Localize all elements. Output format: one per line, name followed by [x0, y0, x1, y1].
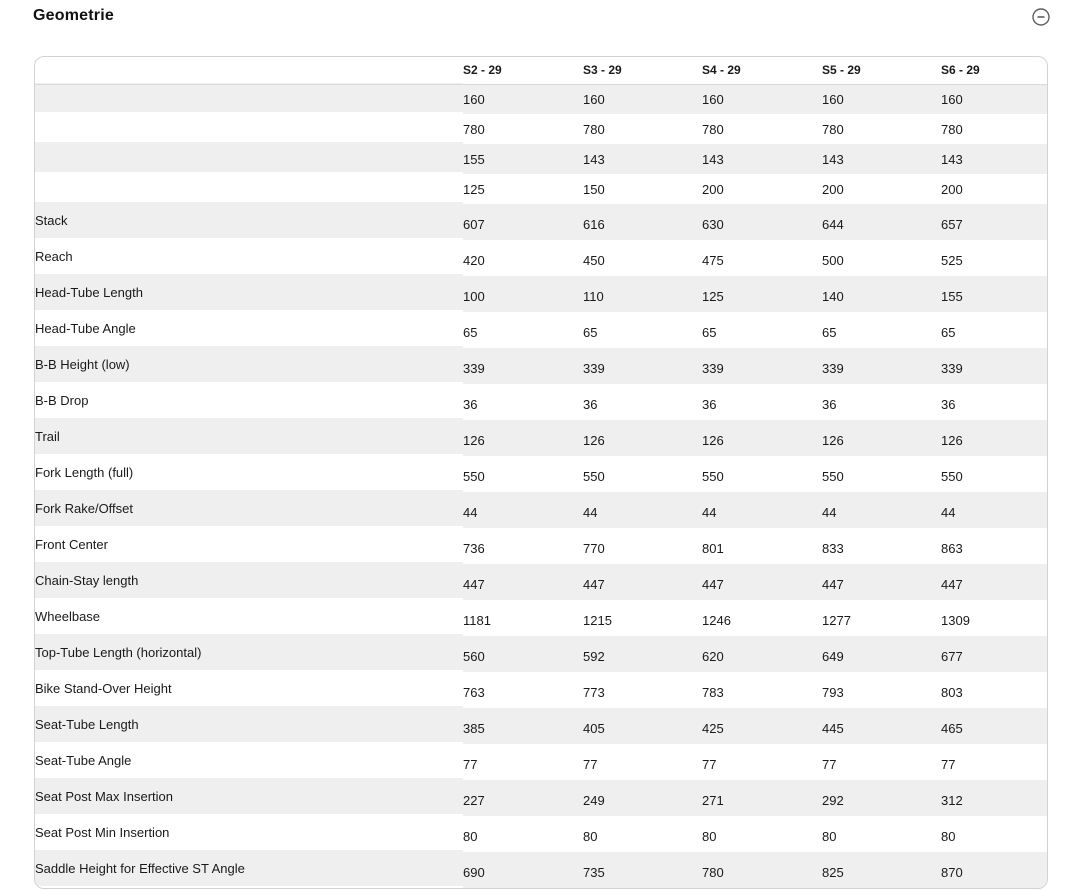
cell-value: 339 [822, 360, 844, 376]
cell-value: 447 [941, 576, 963, 592]
cell-value: 550 [822, 468, 844, 484]
cell-value: 65 [822, 324, 837, 340]
cell-value: 140 [822, 288, 844, 304]
cell-value: 550 [941, 468, 963, 484]
cell-value: 44 [702, 504, 717, 520]
cell-value: 160 [941, 91, 963, 107]
table-row [35, 240, 1047, 276]
row-label [35, 82, 463, 112]
row-label: Fork Rake/Offset [35, 500, 134, 516]
table-row [35, 600, 1047, 636]
cell-value: 36 [702, 396, 717, 412]
row-label: B-B Drop [35, 392, 89, 408]
row-label: Seat Post Max Insertion [35, 788, 174, 804]
cell-value: 780 [702, 864, 724, 880]
cell-value: 735 [583, 864, 605, 880]
row-label: Head-Tube Angle [35, 320, 136, 336]
cell-value: 150 [583, 181, 605, 197]
cell-value: 126 [941, 432, 963, 448]
cell-value: 833 [822, 540, 844, 556]
row-label: Top-Tube Length (horizontal) [35, 644, 202, 660]
row-label [35, 172, 463, 202]
cell-value: 607 [463, 216, 485, 232]
cell-value: 1277 [822, 612, 851, 628]
row-label: Reach [35, 248, 73, 264]
cell-value: 339 [463, 360, 485, 376]
table-row [35, 276, 1047, 312]
table-row [35, 144, 1047, 174]
cell-value: 500 [822, 252, 844, 268]
row-label: Bike Stand-Over Height [35, 680, 172, 696]
cell-value: 227 [463, 792, 485, 808]
cell-value: 77 [583, 756, 598, 772]
cell-value: 780 [941, 121, 963, 137]
cell-value: 630 [702, 216, 724, 232]
cell-value: 447 [822, 576, 844, 592]
cell-value: 143 [941, 151, 963, 167]
cell-value: 560 [463, 648, 485, 664]
cell-value: 773 [583, 684, 605, 700]
row-label [35, 142, 463, 172]
row-label [35, 112, 463, 142]
cell-value: 44 [463, 504, 478, 520]
cell-value: 65 [463, 324, 478, 340]
cell-value: 1246 [702, 612, 731, 628]
cell-value: 793 [822, 684, 844, 700]
cell-value: 445 [822, 720, 844, 736]
header-row [35, 57, 1047, 84]
table-row [35, 672, 1047, 708]
header-empty-cell [35, 57, 463, 84]
cell-value: 780 [702, 121, 724, 137]
cell-value: 657 [941, 216, 963, 232]
cell-value: 160 [583, 91, 605, 107]
row-label: Front Center [35, 536, 108, 552]
cell-value: 126 [583, 432, 605, 448]
cell-value: 616 [583, 216, 605, 232]
cell-value: 550 [702, 468, 724, 484]
cell-value: 155 [463, 151, 485, 167]
cell-value: 126 [702, 432, 724, 448]
cell-value: 80 [822, 828, 837, 844]
row-label: Trail [35, 428, 60, 444]
cell-value: 125 [702, 288, 724, 304]
cell-value: 36 [583, 396, 598, 412]
cell-value: 77 [941, 756, 956, 772]
table-row [35, 84, 1047, 114]
cell-value: 677 [941, 648, 963, 664]
cell-value: 271 [702, 792, 724, 808]
cell-value: 450 [583, 252, 605, 268]
row-label: Stack [35, 212, 68, 228]
page-title: Geometrie [33, 7, 114, 24]
cell-value: 143 [583, 151, 605, 167]
cell-value: 644 [822, 216, 844, 232]
table-row [35, 708, 1047, 744]
geometry-table-container [34, 56, 1048, 889]
cell-value: 249 [583, 792, 605, 808]
cell-value: 292 [822, 792, 844, 808]
cell-value: 339 [941, 360, 963, 376]
cell-value: 160 [822, 91, 844, 107]
cell-value: 80 [941, 828, 956, 844]
row-label: Chain-Stay length [35, 572, 139, 588]
cell-value: 870 [941, 864, 963, 880]
cell-value: 447 [702, 576, 724, 592]
cell-value: 44 [822, 504, 837, 520]
cell-value: 80 [702, 828, 717, 844]
table-row [35, 420, 1047, 456]
cell-value: 783 [702, 684, 724, 700]
cell-value: 125 [463, 181, 485, 197]
cell-value: 770 [583, 540, 605, 556]
cell-value: 143 [822, 151, 844, 167]
cell-value: 780 [463, 121, 485, 137]
cell-value: 160 [702, 91, 724, 107]
cell-value: 65 [941, 324, 956, 340]
cell-value: 143 [702, 151, 724, 167]
table-row [35, 114, 1047, 144]
cell-value: 200 [702, 181, 724, 197]
column-header-s6: S6 - 29 [941, 57, 1047, 84]
table-row [35, 492, 1047, 528]
cell-value: 447 [463, 576, 485, 592]
cell-value: 803 [941, 684, 963, 700]
cell-value: 447 [583, 576, 605, 592]
cell-value: 620 [702, 648, 724, 664]
cell-value: 385 [463, 720, 485, 736]
cell-value: 649 [822, 648, 844, 664]
cell-value: 1309 [941, 612, 970, 628]
cell-value: 1181 [463, 612, 491, 628]
cell-value: 312 [941, 792, 963, 808]
table-row [35, 528, 1047, 564]
table-row [35, 348, 1047, 384]
row-label: Wheelbase [35, 608, 101, 624]
column-header-s2: S2 - 29 [463, 57, 583, 84]
cell-value: 763 [463, 684, 485, 700]
table-row [35, 852, 1047, 888]
cell-value: 110 [583, 288, 604, 304]
cell-value: 863 [941, 540, 963, 556]
cell-value: 160 [463, 91, 485, 107]
cell-value: 339 [583, 360, 605, 376]
table-row [35, 744, 1047, 780]
cell-value: 1215 [583, 612, 612, 628]
geometry-table [35, 57, 1047, 888]
table-row [35, 816, 1047, 852]
column-header-s4: S4 - 29 [702, 57, 822, 84]
row-label: Head-Tube Length [35, 284, 143, 300]
row-label: Fork Length (full) [35, 464, 134, 480]
cell-value: 36 [463, 396, 478, 412]
row-label: Seat-Tube Angle [35, 752, 132, 768]
cell-value: 77 [822, 756, 837, 772]
cell-value: 780 [583, 121, 605, 137]
column-header-s3: S3 - 29 [583, 57, 702, 84]
cell-value: 200 [822, 181, 844, 197]
cell-value: 525 [941, 252, 963, 268]
cell-value: 100 [463, 288, 485, 304]
table-row [35, 564, 1047, 600]
cell-value: 126 [822, 432, 844, 448]
cell-value: 65 [702, 324, 717, 340]
cell-value: 780 [822, 121, 844, 137]
cell-value: 690 [463, 864, 485, 880]
cell-value: 126 [463, 432, 485, 448]
cell-value: 77 [702, 756, 717, 772]
row-label: B-B Height (low) [35, 356, 130, 372]
cell-value: 80 [583, 828, 598, 844]
cell-value: 155 [941, 288, 963, 304]
cell-value: 465 [941, 720, 963, 736]
cell-value: 44 [941, 504, 956, 520]
cell-value: 36 [822, 396, 837, 412]
cell-value: 801 [702, 540, 724, 556]
table-row [35, 174, 1047, 204]
row-label: Seat-Tube Length [35, 716, 139, 732]
collapse-section-button[interactable] [1030, 6, 1052, 28]
cell-value: 80 [463, 828, 478, 844]
minus-circle-icon [1032, 14, 1050, 29]
table-row [35, 636, 1047, 672]
cell-value: 592 [583, 648, 605, 664]
cell-value: 425 [702, 720, 724, 736]
cell-value: 736 [463, 540, 485, 556]
cell-value: 420 [463, 252, 485, 268]
cell-value: 77 [463, 756, 478, 772]
column-header-s5: S5 - 29 [822, 57, 941, 84]
cell-value: 825 [822, 864, 844, 880]
row-label: Saddle Height for Effective ST Angle [35, 860, 245, 876]
table-row [35, 204, 1047, 240]
section-header [0, 0, 1071, 28]
table-row [35, 456, 1047, 492]
cell-value: 550 [463, 468, 485, 484]
row-label: Seat Post Min Insertion [35, 824, 170, 840]
cell-value: 550 [583, 468, 605, 484]
cell-value: 36 [941, 396, 956, 412]
cell-value: 405 [583, 720, 605, 736]
table-row [35, 780, 1047, 816]
cell-value: 200 [941, 181, 963, 197]
table-row [35, 312, 1047, 348]
table-row [35, 384, 1047, 420]
cell-value: 44 [583, 504, 598, 520]
cell-value: 65 [583, 324, 598, 340]
cell-value: 475 [702, 252, 724, 268]
cell-value: 339 [702, 360, 724, 376]
